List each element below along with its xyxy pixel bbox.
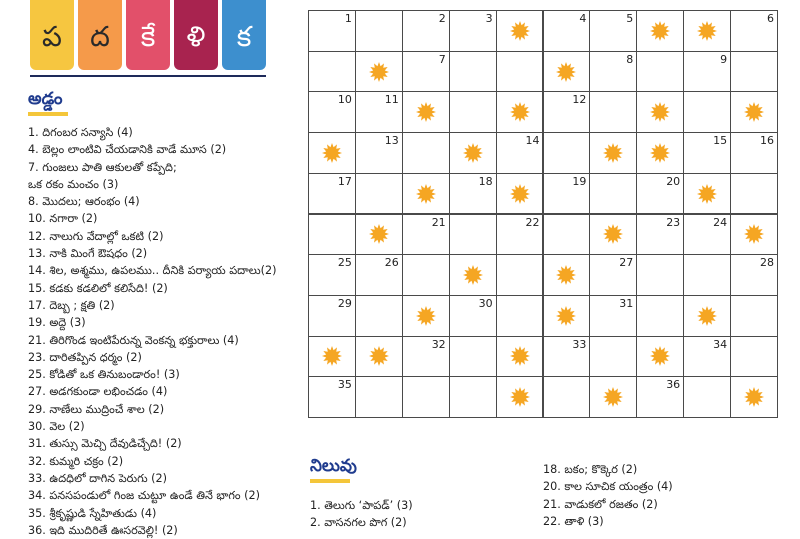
sun-star-icon (649, 101, 671, 123)
blocked-cell (683, 10, 731, 52)
cell-number: 6 (766, 12, 774, 25)
sun-star-icon (509, 101, 531, 123)
sun-star-icon (696, 183, 718, 205)
sun-star-icon (555, 305, 577, 327)
answer-cell[interactable] (730, 51, 778, 93)
answer-cell[interactable] (589, 10, 637, 52)
blocked-cell (449, 254, 497, 296)
answer-cell[interactable] (589, 295, 637, 337)
sun-star-icon (743, 386, 765, 408)
answer-cell[interactable] (589, 91, 637, 133)
cell-number: 8 (626, 52, 634, 66)
answer-cell[interactable] (636, 254, 684, 296)
clue-item: 10. నగారా (2) (28, 212, 98, 226)
across-heading: అడ్డం (28, 89, 63, 109)
cell-number: 17 (337, 174, 352, 188)
clue-item: 4. బెల్లం లాంటివి చేయడానికి వాడే మూస (2) (28, 143, 227, 157)
cell-number: 1 (344, 12, 352, 25)
blocked-cell (683, 173, 731, 215)
answer-cell[interactable] (449, 173, 497, 215)
sun-star-icon (509, 386, 531, 408)
sun-star-icon (649, 142, 671, 164)
blocked-cell (543, 51, 591, 93)
cell-number: 5 (626, 12, 634, 25)
cell-number: 36 (666, 378, 681, 392)
answer-cell[interactable] (730, 295, 778, 337)
answer-cell[interactable] (543, 336, 591, 378)
blocked-cell (543, 295, 591, 337)
cell-number: 19 (572, 174, 587, 188)
answer-cell[interactable] (402, 10, 450, 52)
clue-item: 18. బకం; కొక్కెర (2) (543, 463, 638, 476)
answer-cell[interactable] (402, 254, 450, 296)
cell-number: 29 (337, 296, 352, 310)
clue-item: 21. వాడుకలో రజతం (2) (543, 497, 658, 511)
answer-cell[interactable] (496, 51, 544, 93)
answer-cell[interactable] (683, 91, 731, 133)
cell-number: 2 (438, 12, 446, 25)
answer-cell[interactable] (449, 295, 497, 337)
clue-item: 13. నాకి మింగే ఔషధం (2) (28, 247, 148, 261)
cell-number: 11 (384, 93, 399, 107)
answer-cell[interactable] (543, 91, 591, 133)
answer-cell[interactable] (496, 295, 544, 337)
blocked-cell (589, 214, 637, 256)
clue-item: 8. మొదలు; ఆరంభం (4) (28, 195, 140, 209)
sun-star-icon (509, 345, 531, 367)
blocked-cell (730, 91, 778, 133)
sun-star-icon (743, 223, 765, 245)
cell-number: 15 (713, 134, 728, 148)
clue-item: 19. అద్దె (3) (28, 316, 86, 330)
title-tile: ద (78, 0, 122, 70)
blocked-cell (496, 10, 544, 52)
answer-cell[interactable] (308, 51, 356, 93)
sun-star-icon (602, 223, 624, 245)
cell-number: 35 (337, 378, 352, 392)
clue-item: 1. దిగంబర సన్యాసి (4) (28, 126, 133, 139)
blocked-cell (449, 132, 497, 174)
down-heading-underline (310, 479, 350, 483)
answer-cell[interactable] (683, 336, 731, 378)
cell-number: 30 (478, 296, 493, 310)
sun-star-icon (415, 183, 437, 205)
blocked-cell (496, 91, 544, 133)
answer-cell[interactable] (496, 132, 544, 174)
sun-star-icon (415, 101, 437, 123)
sun-star-icon (368, 345, 390, 367)
answer-cell[interactable] (308, 295, 356, 337)
sun-star-icon (509, 20, 531, 42)
cell-number: 26 (384, 256, 399, 270)
answer-cell[interactable] (589, 173, 637, 215)
answer-cell[interactable] (449, 10, 497, 52)
sun-star-icon (555, 61, 577, 83)
cell-number: 7 (438, 52, 446, 66)
blocked-cell (402, 91, 450, 133)
answer-cell[interactable] (636, 214, 684, 256)
blocked-cell (496, 173, 544, 215)
blocked-cell (730, 376, 778, 418)
cell-number: 21 (431, 215, 446, 229)
cell-number: 33 (572, 337, 587, 351)
down-clue-column-1 (310, 497, 540, 532)
blocked-cell (355, 51, 403, 93)
blocked-cell (636, 10, 684, 52)
clue-item: 36. ఇది ముదిరితే ఊసరవెల్లి! (2) (28, 523, 178, 537)
answer-cell[interactable] (402, 336, 450, 378)
answer-cell[interactable] (402, 51, 450, 93)
answer-cell[interactable] (730, 336, 778, 378)
blocked-cell (355, 214, 403, 256)
answer-cell[interactable] (496, 214, 544, 256)
answer-cell[interactable] (402, 132, 450, 174)
answer-cell[interactable] (308, 173, 356, 215)
answer-cell[interactable] (589, 336, 637, 378)
answer-cell[interactable] (308, 10, 356, 52)
clue-item: 7. గుంజలు పాతి ఆకులతో కప్పేది; (28, 160, 177, 174)
across-clues-section (28, 88, 298, 539)
cell-number: 20 (666, 174, 681, 188)
answer-cell[interactable] (355, 91, 403, 133)
title-underline (30, 75, 266, 77)
sun-star-icon (696, 305, 718, 327)
clue-item: 27. అడగకుండా లభించడం (4) (28, 385, 168, 399)
across-heading-underline (28, 112, 68, 116)
clue-item: 1. తెలుగు ‘పాపడ్’ (3) (310, 499, 413, 512)
answer-cell[interactable] (402, 376, 450, 418)
answer-cell[interactable] (308, 214, 356, 256)
blocked-cell (730, 214, 778, 256)
sun-star-icon (696, 20, 718, 42)
answer-cell[interactable] (308, 254, 356, 296)
answer-cell[interactable] (308, 376, 356, 418)
title-tile: కే (126, 0, 170, 70)
down-clue-column-2 (543, 461, 783, 530)
blocked-cell (402, 295, 450, 337)
cell-number: 25 (337, 256, 352, 270)
clue-item: 34. పనసపండులో గింజ చుట్టూ ఉండే తినే భాగం (2) (28, 489, 261, 503)
blocked-cell (636, 132, 684, 174)
answer-cell[interactable] (355, 254, 403, 296)
answer-cell[interactable] (355, 10, 403, 52)
blocked-cell (402, 173, 450, 215)
answer-cell[interactable] (683, 214, 731, 256)
clue-item: 29. నాణేలు ముద్రించే శాల (2) (28, 402, 165, 416)
cell-number: 24 (713, 215, 728, 229)
clue-item: 15. కడకు కడలిలో కలిసేది! (2) (28, 281, 168, 295)
answer-cell[interactable] (589, 51, 637, 93)
cell-number: 34 (713, 337, 728, 351)
clue-item: 22. తాళి (3) (543, 514, 604, 528)
clue-item: 32. కుమ్మరి చక్రం (2) (28, 454, 124, 468)
cell-number: 3 (485, 12, 493, 25)
answer-cell[interactable] (636, 173, 684, 215)
sun-star-icon (368, 223, 390, 245)
answer-cell[interactable] (730, 132, 778, 174)
puzzle-title (30, 0, 266, 74)
clue-item: 35. శ్రీకృష్ణుడి స్నేహితుడు (4) (28, 506, 157, 520)
clue-item: 12. నాలుగు వేదాల్లో ఒకటి (2) (28, 229, 164, 243)
clue-item: 31. తుస్సు మెచ్చి దేవుడిచ్చేది! (2) (28, 437, 182, 451)
answer-cell[interactable] (449, 51, 497, 93)
sun-star-icon (649, 20, 671, 42)
answer-cell[interactable] (683, 376, 731, 418)
blocked-cell (543, 254, 591, 296)
blocked-cell (308, 336, 356, 378)
sun-star-icon (602, 142, 624, 164)
title-tile: ప (30, 0, 74, 70)
cell-number: 31 (619, 296, 634, 310)
clue-item: 21. తిరిగొండ ఇంటిపేరున్న వెంకన్న భక్తురాలు (4) (28, 333, 239, 347)
answer-cell[interactable] (543, 173, 591, 215)
cell-number: 28 (759, 256, 774, 270)
sun-star-icon (462, 264, 484, 286)
answer-cell[interactable] (496, 254, 544, 296)
answer-cell[interactable] (449, 376, 497, 418)
answer-cell[interactable] (449, 214, 497, 256)
answer-cell[interactable] (355, 376, 403, 418)
sun-star-icon (415, 305, 437, 327)
clue-item: 25. కోడితో ఒక తినుబండారం! (3) (28, 368, 180, 382)
answer-cell[interactable] (730, 254, 778, 296)
clue-item: 20. కాల సూచిక యంత్రం (4) (543, 480, 673, 494)
answer-cell[interactable] (543, 376, 591, 418)
answer-cell[interactable] (449, 91, 497, 133)
answer-cell[interactable] (402, 214, 450, 256)
answer-cell[interactable] (636, 376, 684, 418)
clue-item: 33. ఉదధిలో దాగిన పెరుగు (2) (28, 471, 167, 485)
answer-cell[interactable] (589, 254, 637, 296)
crossword-grid (308, 10, 777, 417)
sun-star-icon (321, 345, 343, 367)
cell-number: 9 (720, 52, 728, 66)
cell-number: 18 (478, 174, 493, 188)
cell-number: 16 (759, 134, 774, 148)
answer-cell[interactable] (683, 51, 731, 93)
blocked-cell (589, 132, 637, 174)
answer-cell[interactable] (683, 132, 731, 174)
sun-star-icon (555, 264, 577, 286)
cell-number: 4 (579, 12, 587, 25)
sun-star-icon (321, 142, 343, 164)
clue-item: 2. వాసనగల పొగ (2) (310, 516, 407, 530)
blocked-cell (636, 91, 684, 133)
sun-star-icon (602, 386, 624, 408)
title-tile: ళి (174, 0, 218, 70)
cell-number: 23 (666, 215, 681, 229)
clue-item: ఒక రకం మంచం (3) (28, 177, 119, 191)
answer-cell[interactable] (449, 336, 497, 378)
cell-number: 12 (572, 93, 587, 107)
sun-star-icon (743, 101, 765, 123)
blocked-cell (683, 295, 731, 337)
blocked-cell (496, 336, 544, 378)
answer-cell[interactable] (730, 10, 778, 52)
clue-item: 23. దారితప్పిన ధర్మం (2) (28, 350, 142, 364)
across-clue-list (28, 124, 298, 539)
title-tile: క (222, 0, 266, 70)
cell-number: 14 (525, 134, 540, 148)
cell-number: 13 (384, 134, 399, 148)
cell-number: 27 (619, 256, 634, 270)
answer-cell[interactable] (355, 173, 403, 215)
sun-star-icon (509, 183, 531, 205)
down-clues-section (310, 455, 790, 530)
blocked-cell (355, 336, 403, 378)
answer-cell[interactable] (683, 254, 731, 296)
answer-cell[interactable] (636, 51, 684, 93)
answer-cell[interactable] (730, 173, 778, 215)
sun-star-icon (649, 345, 671, 367)
answer-cell[interactable] (355, 132, 403, 174)
blocked-cell (636, 336, 684, 378)
down-heading: నిలువు (310, 456, 357, 476)
blocked-cell (308, 132, 356, 174)
clue-item: 14. శిల, అశ్మము, ఉపలము.. దీనికి పర్యాయ పదాలు(2) (28, 264, 277, 278)
answer-cell[interactable] (355, 295, 403, 337)
answer-cell[interactable] (543, 214, 591, 256)
blocked-cell (496, 376, 544, 418)
answer-cell[interactable] (543, 10, 591, 52)
cell-number: 10 (337, 93, 352, 107)
answer-cell[interactable] (636, 295, 684, 337)
blocked-cell (589, 376, 637, 418)
answer-cell[interactable] (543, 132, 591, 174)
sun-star-icon (368, 61, 390, 83)
clue-item: 30. వెల (2) (28, 420, 85, 434)
cell-number: 22 (525, 215, 540, 229)
cell-number: 32 (431, 337, 446, 351)
answer-cell[interactable] (308, 91, 356, 133)
sun-star-icon (462, 142, 484, 164)
clue-item: 17. దెబ్బ ; క్షతి (2) (28, 298, 115, 312)
